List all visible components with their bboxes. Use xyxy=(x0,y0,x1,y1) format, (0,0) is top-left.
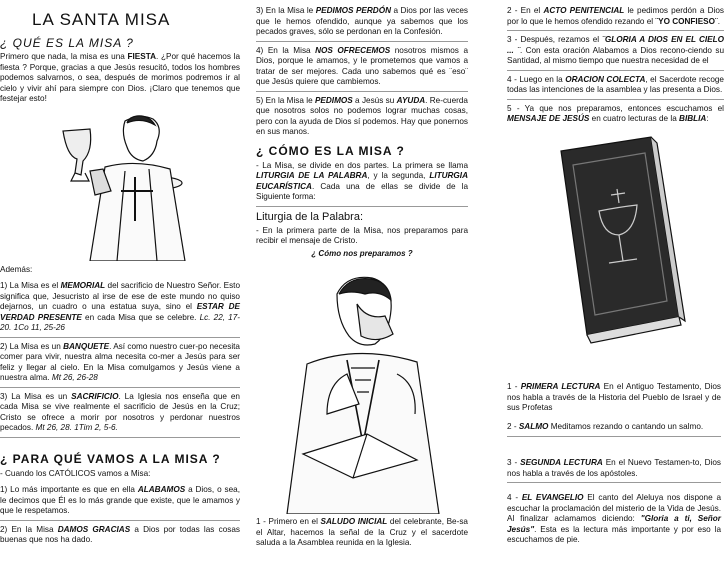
sacrificio-paragraph: 3) La Misa es un SACRIFICIO. La Iglesia nos enseña que en cada Misa se vive realmente el sacrificio de Jesús en la Cruz; Cristo se ofrece a morir por nosotros y perdonar nuestros pecados. Mt 26, 28. 1Tim 2, 5-6. xyxy=(0,392,240,438)
partes-paragraph: - La Misa, se divide en dos partes. La primera se llama LITURGIA DE LA PALABRA, y la segunda, LITURGIA EUCARÍSTICA. Cada una de ellas se divide de la Siguiente forma: xyxy=(256,161,468,207)
heading-que-es: ¿ QUÉ ES LA MISA ? xyxy=(0,36,134,50)
acto-penitencial-paragraph: 2 - En el ACTO PENITENCIAL le pedimos perdón a Dios por lo que le hemos ofendido rezando el ¨YO CONFIESO¨. xyxy=(507,6,724,31)
heading-como-es: ¿ CÓMO ES LA MISA ? xyxy=(256,143,405,158)
column-left xyxy=(0,0,248,563)
ayuda-paragraph: 5) En la Misa le PEDIMOS a Jesús su AYUDA. Re-cuerda que nosotros solos no podemos lograr muchas cosas, pero con la ayuda de Dios sí podemos. Hay que ponernos en sus manos. xyxy=(256,95,468,136)
heading-para-que: ¿ PARA QUÉ VAMOS A LA MISA ? xyxy=(0,451,221,466)
segunda-lectura-paragraph: 3 - SEGUNDA LECTURA En el Nuevo Testamen-to, Dios nos habla a través de los apóstoles. xyxy=(507,458,721,483)
column-right xyxy=(504,0,728,563)
banquete-paragraph: 2) La Misa es un BANQUETE. Así como nuestro cuer-po necesita comer para vivir, nuestra alma necesita co-mer a Jesús para ser feliz y llegar al cielo. En la Misa comulgamos y Jesús viene a nuestra alma. Mt 26, 26-28 xyxy=(0,342,240,388)
man-praying-illustration xyxy=(267,264,457,514)
ademas-label: Además: xyxy=(0,264,33,274)
intro-paragraph: Primero que nada, la misa es una FIESTA. ¿Por qué hacemos la fiesta ? Porque, gracias a que Jesús resucitó, todos los hombres podemos salvarnos, o sea, después de morimos podremos ir al cielo y vivir ahí para siempre con Dios. ¡Claro que tenemos que festejar esto! xyxy=(0,52,241,103)
como-nos-preparamos: ¿ Cómo nos preparamos ? xyxy=(311,248,413,258)
perdon-paragraph: 3) En la Misa le PEDIMOS PERDÓN a Dios por las veces que le hemos ofendido, aunque ya sabemos que los pecados graves, sólo se perdonan en la Confesión. xyxy=(256,6,468,42)
oracion-colecta-paragraph: 4 - Luego en la ORACION COLECTA, el Sacerdote recoge todas las intenciones de la asamblea y las presenta a Dios. xyxy=(507,75,724,100)
gloria-paragraph: 3 - Después, rezamos el ¨GLORIA A DIOS EN EL CIELO ... ¨. Con esta oración Alabamos a Dios recono-ciendo su Santidad, al mismo tiempo que nuestra necesidad de el xyxy=(507,35,724,71)
page-title: LA SANTA MISA xyxy=(32,10,171,29)
catolicos-line: - Cuando los CATÓLICOS vamos a Misa: xyxy=(0,468,151,478)
liturgia-paragraph: - En la primera parte de la Misa, nos preparamos para recibir el mensaje de Cristo. xyxy=(256,225,468,245)
primera-lectura-paragraph: 1 - PRIMERA LECTURA En el Antiguo Testamento, Dios nos habla a través de la Historia del Pueblo de Israel y de sus Profetas xyxy=(507,382,722,412)
alabamos-paragraph: 1) Lo más importante es que en ella ALABAMOS a Dios, o sea, le decimos que Él es lo más grande que existe, que le amamos y que le respetamos. xyxy=(0,485,240,521)
salmo-paragraph: 2 - SALMO Meditamos rezando o cantando un salmo. xyxy=(507,422,721,437)
priest-chalice-illustration xyxy=(45,111,195,261)
bible-illustration xyxy=(541,131,691,346)
mensaje-jesus-paragraph: 5 - Ya que nos preparamos, entonces escuchamos el MENSAJE DE JESÚS en cuatro lecturas de la BIBLIA: xyxy=(507,103,724,123)
evangelio-paragraph: 4 - EL EVANGELIO El canto del Aleluya nos dispone a escuchar la proclamación del misterio de la Vida de Jesús. Al finalizar aclamamos diciendo: "Gloria a ti, Señor Jesús". Esta es la lectura más importante y por eso la escuchamos de pie. xyxy=(507,493,721,544)
damos-gracias-paragraph: 2) En la Misa DAMOS GRACIAS a Dios por todas las cosas buenas que nos ha dado. xyxy=(0,524,240,544)
heading-liturgia-palabra: Liturgia de la Palabra: xyxy=(256,210,364,223)
ofrecemos-paragraph: 4) En la Misa NOS OFRECEMOS nosotros mismos a Dios, porque le amamos, y le prometemos que vamos a tratar de ser mejores. Cada uno sabemos qué es ¨eso¨ que Jesús quiere que cambiemos. xyxy=(256,46,468,92)
memorial-paragraph: 1) La Misa es el MEMORIAL del sacrificio de Nuestro Señor. Esto significa que, Jesucristo al irse de ese de este mundo no quiso dejarnos, un cuadro o una estatua suya, sino el ESTAR DE VERDAD PRESENTE en cada Misa que se celebre. Lc. 22, 17-20. 1Co 11, 25-26 xyxy=(0,281,240,338)
column-middle xyxy=(252,0,474,563)
saludo-inicial-paragraph: 1 - Primero en el SALUDO INICIAL del celebrante, Be-sa el Altar, hacemos la señal de la Cruz y el sacerdote saluda a la Asamblea reunida en la Iglesia. xyxy=(256,517,468,547)
